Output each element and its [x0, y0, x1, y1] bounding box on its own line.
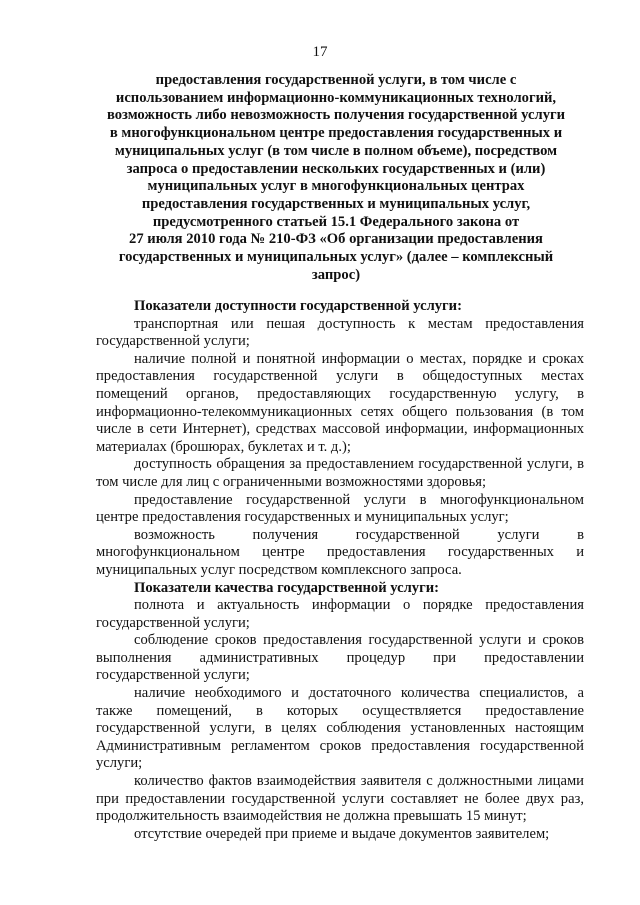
- heading-line: в многофункциональном центре предоставления государственных и: [109, 125, 563, 142]
- heading-line: предоставления государственных и муниципальных услуг,: [141, 195, 531, 212]
- heading-line: муниципальных услуг в многофункциональных центрах: [147, 178, 525, 195]
- heading-line: предоставления государственной услуги, в том числе с: [155, 72, 517, 88]
- heading-line: запроса о предоставлении нескольких государственных и (или): [126, 160, 546, 177]
- quality-title: Показатели качества государственной услуги:: [134, 579, 439, 596]
- quality-item: количество фактов взаимодействия заявителя с должностными лицами при предоставлении государственной услуги составляет не более двух раз, продолжительность взаимодействия не должна превышать 15 минут;: [96, 773, 584, 825]
- quality-item: полнота и актуальность информации о порядке предоставления государственной услуги;: [96, 597, 584, 631]
- availability-item: транспортная или пешая доступность к местам предоставления государственной услуги;: [96, 315, 584, 350]
- heading-line: запрос): [311, 266, 361, 283]
- page-number: 17: [312, 44, 328, 60]
- section-heading: [92, 72, 580, 284]
- availability-item: возможность получения государственной услуги в многофункциональном центре предоставления государственных и муниципальных услуг посредством комплексного запроса.: [96, 526, 584, 578]
- quality-item: наличие необходимого и достаточного количества специалистов, а также помещений, в которых осуществляется предоставление государственной услуги, в целях соблюдения установленных настоящим Административным регламентом сроков предоставления государственной услуги;: [96, 685, 584, 772]
- heading-line: возможность либо невозможность получения государственной услуги: [106, 107, 566, 124]
- heading-line: муниципальных услуг (в том числе в полном объеме), посредством: [114, 142, 558, 159]
- availability-item: наличие полной и понятной информации о местах, порядке и сроках предоставления государственной услуги в общедоступных местах помещений органов, предоставляющих государственную услугу, в информационно-телекоммуникационных сетях общего пользования (в том числе в сети Интернет), средствах массовой информации, информационных материалах (брошюрах, буклетах и т. д.);: [96, 350, 584, 455]
- heading-line: 27 июля 2010 года № 210-ФЗ «Об организации предоставления: [129, 231, 543, 248]
- availability-item: предоставление государственной услуги в многофункциональном центре предоставления государственных и муниципальных услуг;: [96, 491, 584, 526]
- availability-title: Показатели доступности государственной услуги:: [134, 298, 462, 314]
- document-body: [96, 298, 584, 843]
- heading-line: государственных и муниципальных услуг» (далее – комплексный: [118, 249, 554, 266]
- heading-line: предусмотренного статьей 15.1 Федерального закона от: [152, 213, 520, 230]
- heading-line: использованием информационно-коммуникационных технологий,: [115, 89, 557, 106]
- availability-item: доступность обращения за предоставлением государственной услуги, в том числе для лиц с ограниченными возможностями здоровья;: [96, 456, 584, 490]
- quality-item: отсутствие очередей при приеме и выдаче документов заявителем;: [134, 825, 550, 842]
- quality-item: соблюдение сроков предоставления государственной услуги и сроков выполнения административных процедур при предоставлении государственной услуги;: [96, 632, 584, 684]
